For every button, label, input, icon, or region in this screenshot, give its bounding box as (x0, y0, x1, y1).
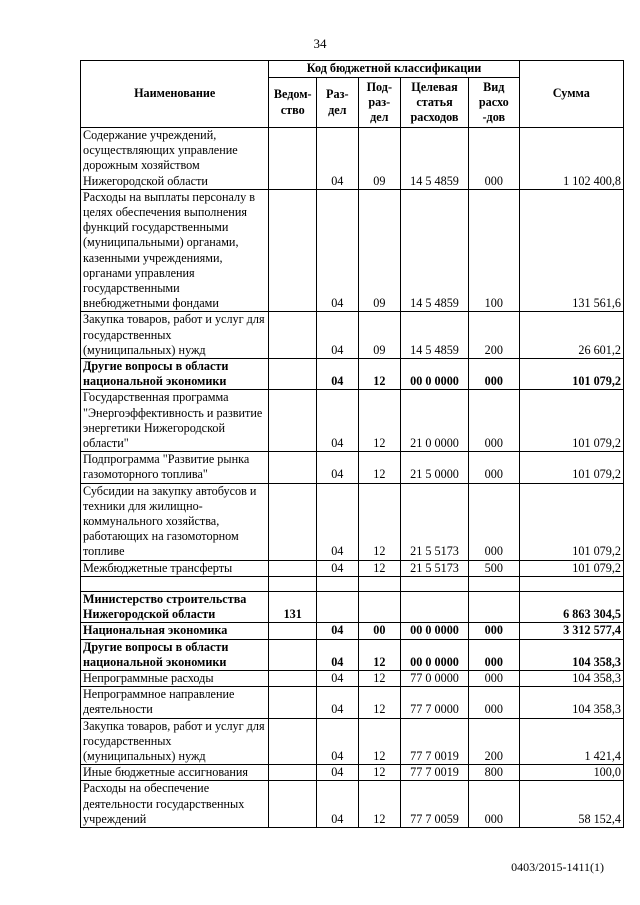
row-name: Содержание учреждений, осуществляющих управление дорожным хозяйством Нижегородской области (81, 128, 269, 190)
row-expense-type: 000 (468, 670, 519, 686)
row-expense-type: 200 (468, 312, 519, 359)
row-podrazdel: 12 (358, 452, 401, 483)
row-target-article: 77 0 0000 (401, 670, 469, 686)
row-name: Другие вопросы в области национальной экономики (81, 639, 269, 670)
row-sum: 101 079,2 (519, 390, 623, 452)
empty-cell (401, 576, 469, 591)
row-target-article: 21 5 0000 (401, 452, 469, 483)
row-vedomstvo (269, 687, 317, 718)
row-target-article: 77 7 0019 (401, 765, 469, 781)
empty-cell (317, 576, 359, 591)
empty-cell (81, 576, 269, 591)
row-vedomstvo (269, 670, 317, 686)
row-name: Подпрограмма "Развитие рынка газомоторного топлива" (81, 452, 269, 483)
table-row (81, 128, 624, 190)
row-expense-type: 000 (468, 359, 519, 390)
empty-cell (519, 576, 623, 591)
table-row (81, 781, 624, 828)
row-sum: 1 102 400,8 (519, 128, 623, 190)
row-podrazdel: 12 (358, 639, 401, 670)
row-sum: 104 358,3 (519, 639, 623, 670)
row-vedomstvo (269, 390, 317, 452)
row-vedomstvo (269, 765, 317, 781)
row-podrazdel (358, 591, 401, 622)
row-razdel: 04 (317, 781, 359, 828)
row-razdel (317, 591, 359, 622)
row-podrazdel: 09 (358, 312, 401, 359)
row-name: Непрограммное направление деятельности (81, 687, 269, 718)
row-vedomstvo (269, 639, 317, 670)
row-sum: 101 079,2 (519, 452, 623, 483)
row-name: Государственная программа "Энергоэффективность и развитие энергетики Нижегородской области" (81, 390, 269, 452)
row-sum: 104 358,3 (519, 687, 623, 718)
row-podrazdel: 12 (358, 483, 401, 560)
row-vedomstvo (269, 128, 317, 190)
table-row (81, 189, 624, 312)
row-sum: 58 152,4 (519, 781, 623, 828)
row-vedomstvo (269, 623, 317, 639)
row-podrazdel: 00 (358, 623, 401, 639)
table-row (81, 670, 624, 686)
row-razdel: 04 (317, 639, 359, 670)
row-target-article: 77 7 0019 (401, 718, 469, 765)
row-razdel: 04 (317, 670, 359, 686)
header-vedomstvo: Ведом-ство (269, 78, 317, 128)
row-podrazdel: 12 (358, 687, 401, 718)
row-name: Иные бюджетные ассигнования (81, 765, 269, 781)
row-target-article: 00 0 0000 (401, 359, 469, 390)
row-name: Расходы на выплаты персоналу в целях обеспечения выполнения функций государственными (муниципальными) органами, казенными учреждениями, органами управления государственными внебюджетными фондами (81, 189, 269, 312)
row-podrazdel: 12 (358, 359, 401, 390)
header-expense-type: Вид расхо -дов (468, 78, 519, 128)
row-podrazdel: 12 (358, 718, 401, 765)
row-podrazdel: 12 (358, 670, 401, 686)
row-sum: 101 079,2 (519, 483, 623, 560)
row-sum: 131 561,6 (519, 189, 623, 312)
row-razdel: 04 (317, 687, 359, 718)
header-podrazdel: Под-раз-дел (358, 78, 401, 128)
row-expense-type: 000 (468, 390, 519, 452)
row-target-article: 14 5 4859 (401, 128, 469, 190)
row-expense-type: 100 (468, 189, 519, 312)
row-razdel: 04 (317, 390, 359, 452)
row-sum: 3 312 577,4 (519, 623, 623, 639)
row-podrazdel: 12 (358, 390, 401, 452)
row-name: Министерство строительства Нижегородской области (81, 591, 269, 622)
row-vedomstvo (269, 483, 317, 560)
row-podrazdel: 12 (358, 781, 401, 828)
row-razdel: 04 (317, 312, 359, 359)
table-row (81, 687, 624, 718)
row-vedomstvo (269, 452, 317, 483)
row-sum: 101 079,2 (519, 560, 623, 576)
row-vedomstvo (269, 560, 317, 576)
row-expense-type: 000 (468, 452, 519, 483)
row-podrazdel: 09 (358, 189, 401, 312)
table-row (81, 390, 624, 452)
row-name: Национальная экономика (81, 623, 269, 639)
row-expense-type: 500 (468, 560, 519, 576)
row-podrazdel: 09 (358, 128, 401, 190)
row-expense-type (468, 591, 519, 622)
row-expense-type: 000 (468, 483, 519, 560)
row-name: Субсидии на закупку автобусов и техники для жилищно-коммунального хозяйства, работающих на газомоторном топливе (81, 483, 269, 560)
row-razdel: 04 (317, 560, 359, 576)
row-podrazdel: 12 (358, 560, 401, 576)
row-sum: 26 601,2 (519, 312, 623, 359)
row-expense-type: 000 (468, 781, 519, 828)
row-target-article: 77 7 0000 (401, 687, 469, 718)
table-row (81, 718, 624, 765)
row-razdel: 04 (317, 359, 359, 390)
row-name: Закупка товаров, работ и услуг для государственных (муниципальных) нужд (81, 312, 269, 359)
row-razdel: 04 (317, 623, 359, 639)
page-number: 34 (313, 36, 327, 51)
row-razdel: 04 (317, 718, 359, 765)
row-sum: 101 079,2 (519, 359, 623, 390)
row-expense-type: 200 (468, 718, 519, 765)
row-razdel: 04 (317, 483, 359, 560)
row-target-article: 00 0 0000 (401, 639, 469, 670)
row-vedomstvo: 131 (269, 591, 317, 622)
row-expense-type: 000 (468, 623, 519, 639)
row-name: Межбюджетные трансферты (81, 560, 269, 576)
empty-cell (358, 576, 401, 591)
row-target-article (401, 591, 469, 622)
row-target-article: 00 0 0000 (401, 623, 469, 639)
document-code: 0403/2015-1411(1) (511, 860, 604, 874)
empty-cell (269, 576, 317, 591)
row-vedomstvo (269, 781, 317, 828)
table-row (81, 483, 624, 560)
row-expense-type: 000 (468, 128, 519, 190)
row-razdel: 04 (317, 452, 359, 483)
table-row (81, 623, 624, 639)
table-row (81, 359, 624, 390)
header-sum: Сумма (519, 61, 623, 128)
budget-table (80, 60, 624, 828)
row-target-article: 77 7 0059 (401, 781, 469, 828)
header-razdel: Раз-дел (317, 78, 359, 128)
row-name: Закупка товаров, работ и услуг для государственных (муниципальных) нужд (81, 718, 269, 765)
row-expense-type: 000 (468, 639, 519, 670)
row-podrazdel: 12 (358, 765, 401, 781)
table-row (81, 591, 624, 622)
table-row (81, 312, 624, 359)
table-row (81, 560, 624, 576)
row-sum: 6 863 304,5 (519, 591, 623, 622)
table-header (81, 61, 624, 128)
row-target-article: 21 5 5173 (401, 483, 469, 560)
row-sum: 100,0 (519, 765, 623, 781)
row-sum: 1 421,4 (519, 718, 623, 765)
table-body (81, 128, 624, 828)
row-razdel: 04 (317, 189, 359, 312)
row-name: Другие вопросы в области национальной экономики (81, 359, 269, 390)
header-classification: Код бюджетной классификации (269, 61, 519, 78)
row-target-article: 21 0 0000 (401, 390, 469, 452)
row-razdel: 04 (317, 128, 359, 190)
table-row (81, 452, 624, 483)
row-vedomstvo (269, 718, 317, 765)
header-target-article: Целевая статья расходов (401, 78, 469, 128)
row-expense-type: 000 (468, 687, 519, 718)
row-vedomstvo (269, 359, 317, 390)
header-name: Наименование (81, 61, 269, 128)
row-target-article: 21 5 5173 (401, 560, 469, 576)
row-razdel: 04 (317, 765, 359, 781)
table-spacer-row (81, 576, 624, 591)
row-vedomstvo (269, 312, 317, 359)
table-row (81, 765, 624, 781)
row-expense-type: 800 (468, 765, 519, 781)
row-name: Непрограммные расходы (81, 670, 269, 686)
row-target-article: 14 5 4859 (401, 312, 469, 359)
table-row (81, 639, 624, 670)
row-sum: 104 358,3 (519, 670, 623, 686)
row-target-article: 14 5 4859 (401, 189, 469, 312)
empty-cell (468, 576, 519, 591)
row-vedomstvo (269, 189, 317, 312)
row-name: Расходы на обеспечение деятельности государственных учреждений (81, 781, 269, 828)
